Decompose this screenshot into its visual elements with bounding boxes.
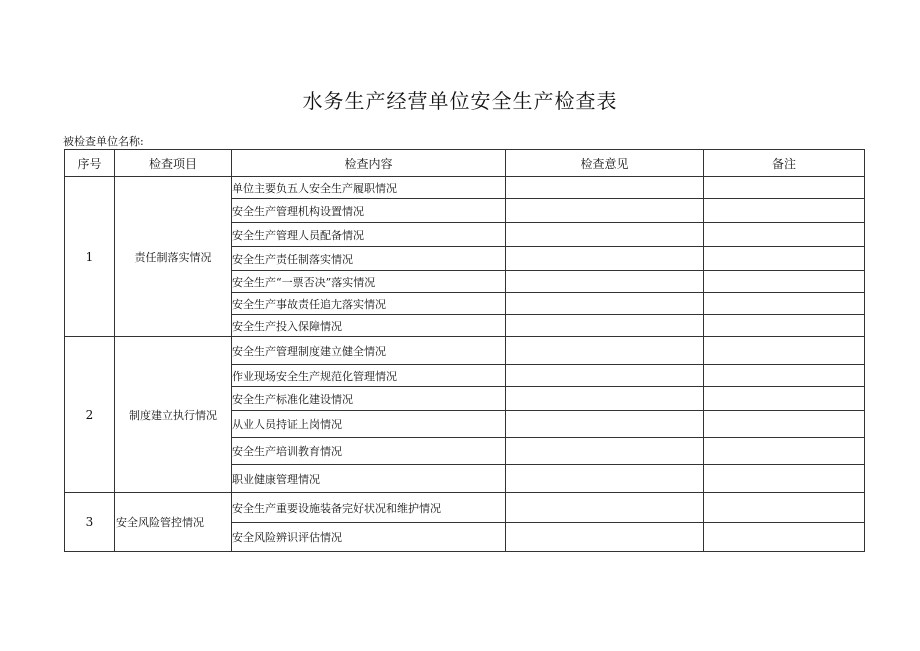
opinion-cell[interactable] — [506, 438, 704, 465]
remark-cell[interactable] — [704, 523, 865, 552]
opinion-cell[interactable] — [506, 411, 704, 438]
content-cell: 安全生产管理制度建立健全情况 — [232, 337, 506, 365]
inspection-table — [64, 149, 865, 552]
group-item: 制度建立执行情况 — [115, 337, 232, 493]
content-cell: 安全生产“一票否决”落实情况 — [232, 271, 506, 293]
opinion-cell[interactable] — [506, 177, 704, 199]
content-cell: 从业人员持证上岗情况 — [232, 411, 506, 438]
content-cell: 安全风险辨识评估情况 — [232, 523, 506, 552]
inspected-unit-label: 被检查单位名称: — [63, 135, 144, 148]
group-item: 责任制落实情况 — [115, 177, 232, 337]
opinion-cell[interactable] — [506, 493, 704, 523]
opinion-cell[interactable] — [506, 199, 704, 223]
opinion-cell[interactable] — [506, 247, 704, 271]
group-seq: 3 — [65, 493, 115, 552]
remark-cell[interactable] — [704, 223, 865, 247]
content-cell: 安全生产重要设施装备完好状况和维护情况 — [232, 493, 506, 523]
opinion-cell[interactable] — [506, 293, 704, 315]
table-header-row — [65, 150, 865, 177]
remark-cell[interactable] — [704, 493, 865, 523]
remark-cell[interactable] — [704, 199, 865, 223]
content-cell: 安全生产事故责任追尢落实情况 — [232, 293, 506, 315]
content-cell: 安全生产管理机构设置情况 — [232, 199, 506, 223]
header-remark: 备注 — [704, 150, 865, 177]
opinion-cell[interactable] — [506, 387, 704, 411]
remark-cell[interactable] — [704, 365, 865, 387]
group-seq: 1 — [65, 177, 115, 337]
remark-cell[interactable] — [704, 337, 865, 365]
opinion-cell[interactable] — [506, 223, 704, 247]
table-row — [65, 177, 865, 199]
header-opinion: 检查意见 — [506, 150, 704, 177]
header-seq: 序号 — [65, 150, 115, 177]
remark-cell[interactable] — [704, 247, 865, 271]
content-cell: 安全生产标准化建设情况 — [232, 387, 506, 411]
content-cell: 安全生产责任制落实情况 — [232, 247, 506, 271]
remark-cell[interactable] — [704, 411, 865, 438]
header-content: 检查内容 — [232, 150, 506, 177]
group-seq: 2 — [65, 337, 115, 493]
remark-cell[interactable] — [704, 293, 865, 315]
group-item: 安全风险管控情况 — [115, 493, 232, 552]
table-row — [65, 493, 865, 523]
opinion-cell[interactable] — [506, 315, 704, 337]
remark-cell[interactable] — [704, 465, 865, 493]
content-cell: 安全生产培训教育情况 — [232, 438, 506, 465]
remark-cell[interactable] — [704, 177, 865, 199]
content-cell: 安全生产投入保障情况 — [232, 315, 506, 337]
opinion-cell[interactable] — [506, 365, 704, 387]
content-cell: 单位主要负五人安全生产履职情况 — [232, 177, 506, 199]
remark-cell[interactable] — [704, 438, 865, 465]
opinion-cell[interactable] — [506, 337, 704, 365]
opinion-cell[interactable] — [506, 271, 704, 293]
content-cell: 作业现场安全生产规范化管理情况 — [232, 365, 506, 387]
content-cell: 职业健康管理情况 — [232, 465, 506, 493]
document-title: 水务生产经营单位安全生产检查表 — [302, 89, 618, 113]
remark-cell[interactable] — [704, 271, 865, 293]
opinion-cell[interactable] — [506, 523, 704, 552]
table-row — [65, 337, 865, 365]
opinion-cell[interactable] — [506, 465, 704, 493]
header-item: 检查项目 — [115, 150, 232, 177]
content-cell: 安全生产管理人员配备情况 — [232, 223, 506, 247]
remark-cell[interactable] — [704, 315, 865, 337]
remark-cell[interactable] — [704, 387, 865, 411]
